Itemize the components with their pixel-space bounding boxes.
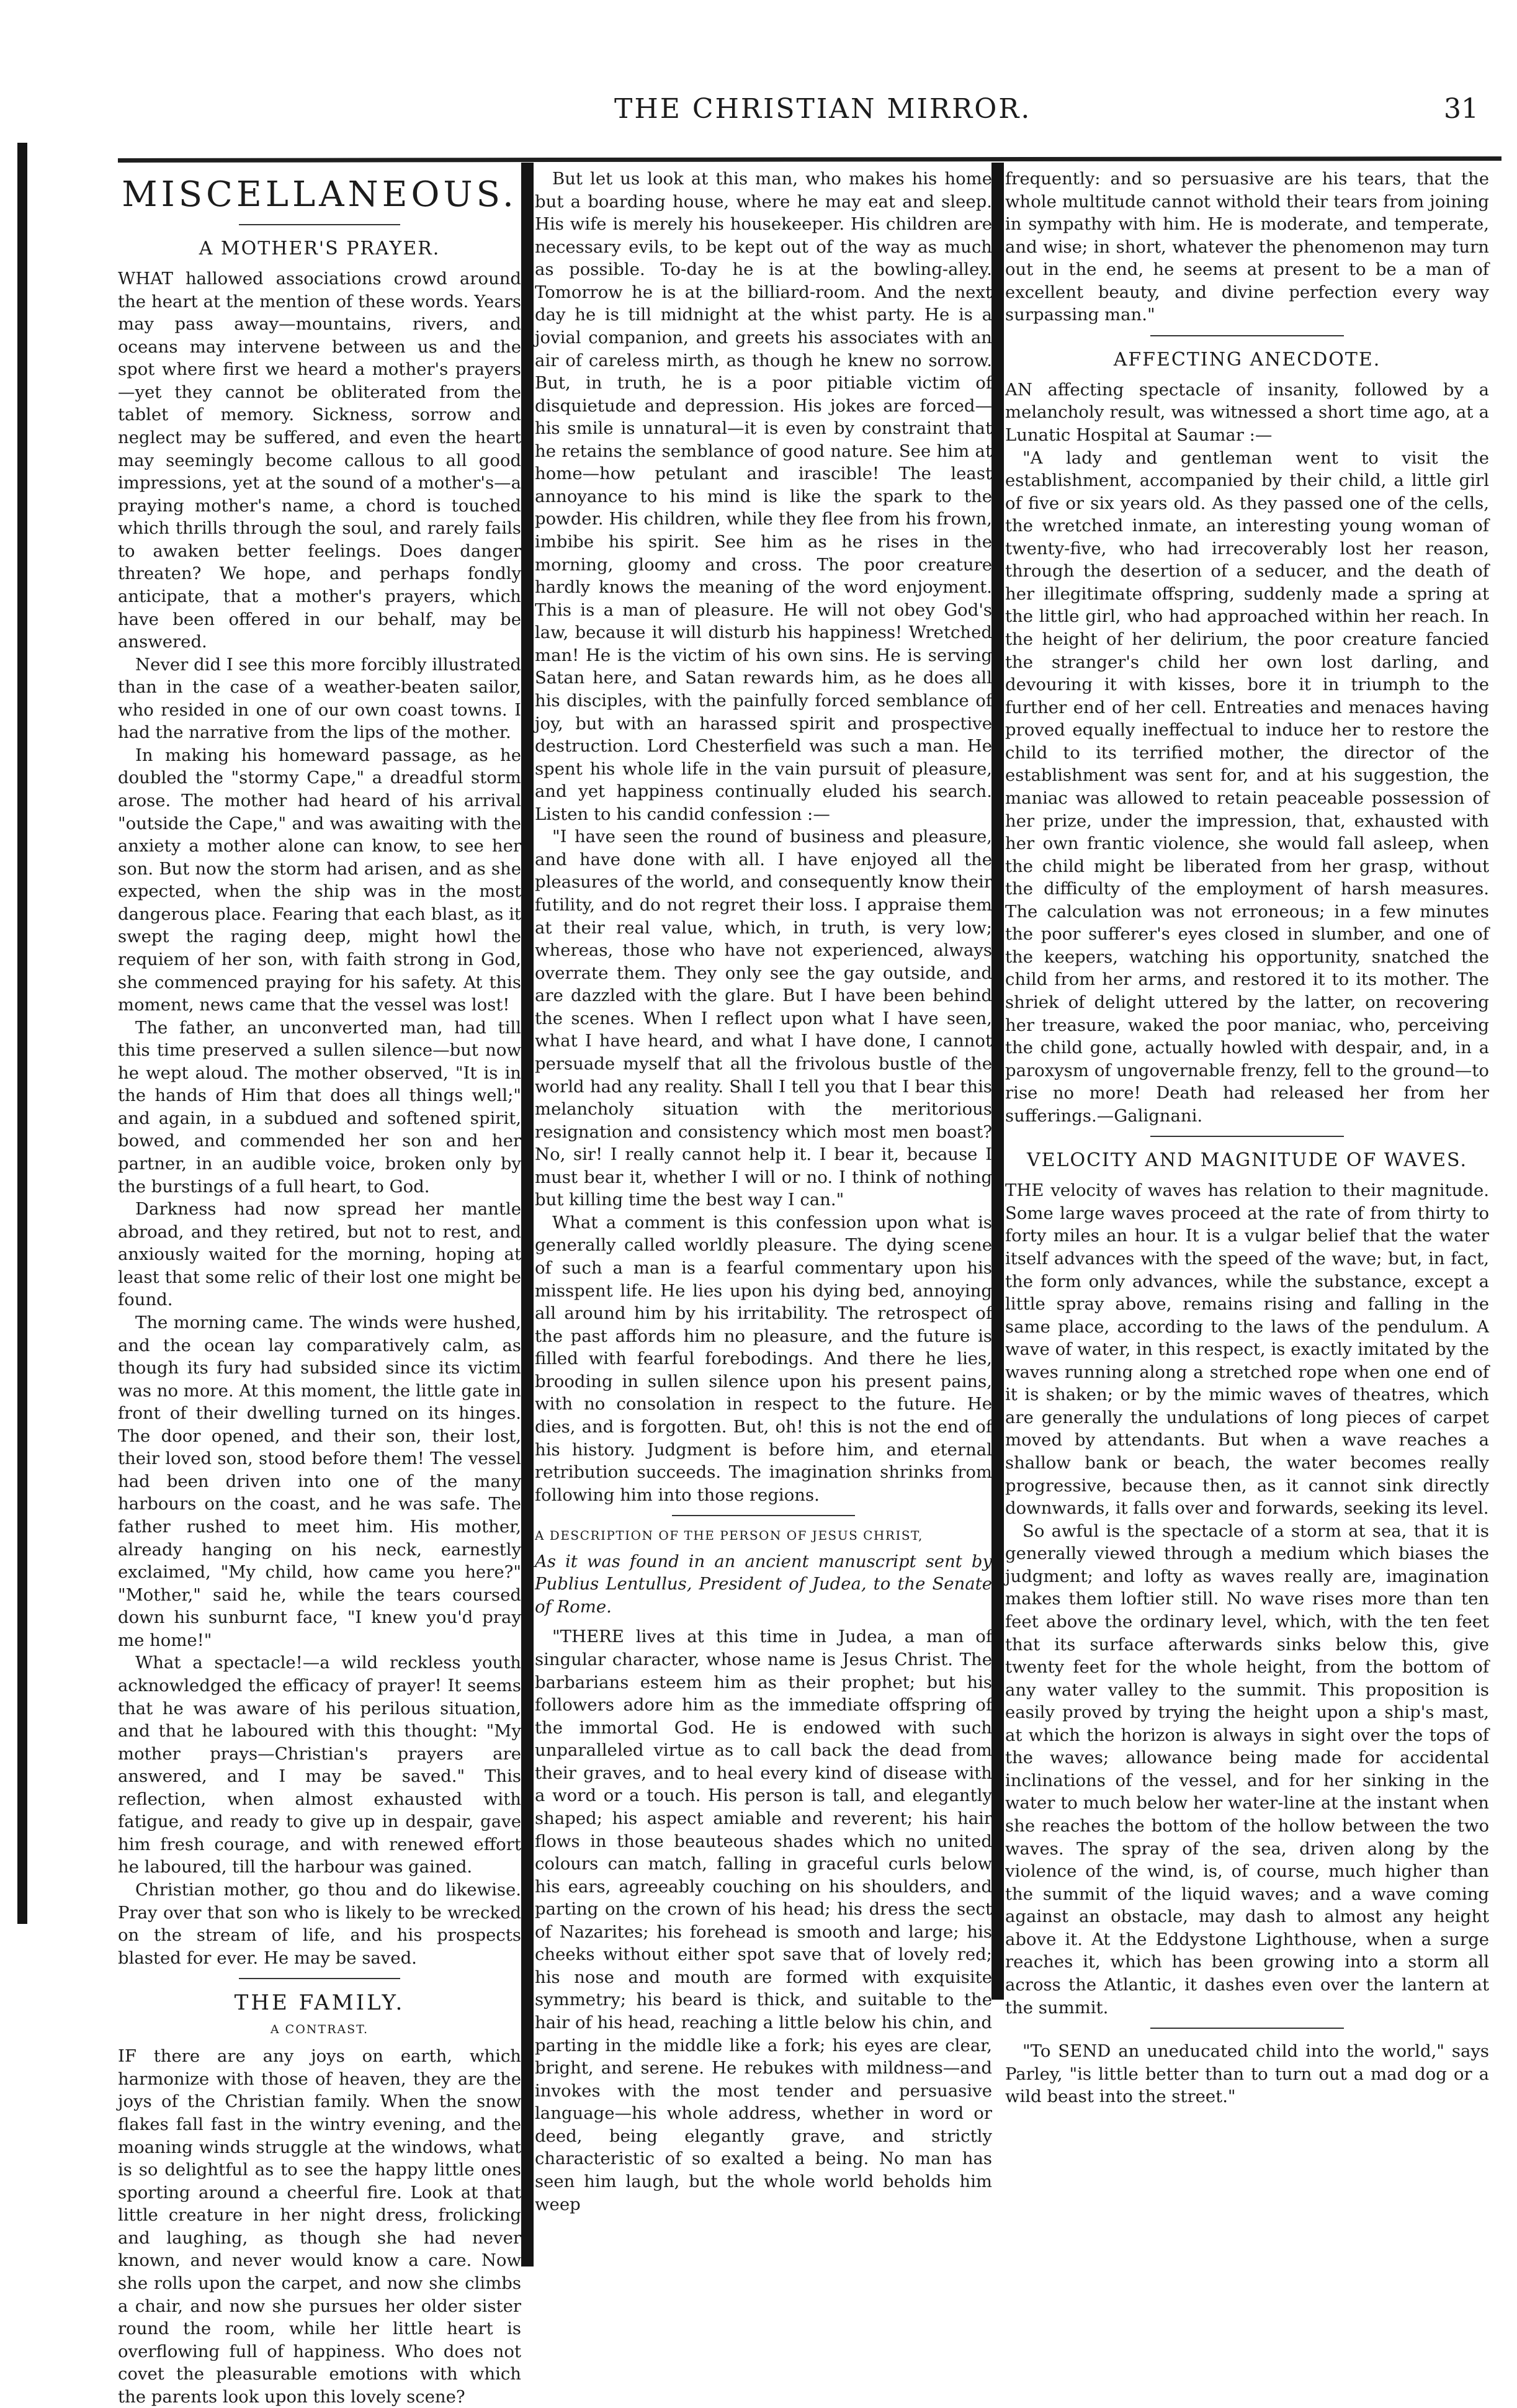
divider <box>1150 2028 1344 2029</box>
article-note: As it was found in an ancient manuscript sent by Publius Lentullus, President of Judea, to the Senate of Rome. <box>535 1551 992 1617</box>
paragraph: AN affecting spectacle of insanity, followed by a melancholy result, was witnessed a short time ago, at a Lunatic Hospital at Saumar :— <box>1005 379 1489 445</box>
article-title: VELOCITY AND MAGNITUDE OF WAVES. <box>1026 1149 1467 1172</box>
column-right <box>1005 168 1489 2107</box>
divider <box>672 1515 855 1516</box>
paragraph: In making his homeward passage, as he doubled the "stormy Cape," a dreadful storm arose. The mother had heard of his arrival "outside the Cape," and was awaiting with the anxiety a mother alone can know, to see her son. But now the storm had arisen, and as she expected, when the ship was in the most dangerous place. Fearing that each blast, as it swept the raging deep, might howl the requiem of her son, with faith strong in God, she commenced praying for his safety. At this moment, news came that the vessel was lost! <box>118 745 521 1015</box>
article-title: AFFECTING ANECDOTE. <box>1113 348 1381 371</box>
paragraph: The father, an unconverted man, had till this time preserved a sullen silence—but now he wept aloud. The mother observed, "It is in the hands of Him that does all things well;" and again, in a subdued and softened spirit, bowed, and commended her son and her partner, in an audible voice, broken only by the burstings of a full heart, to God. <box>118 1017 521 1197</box>
section-title: MISCELLANEOUS. <box>122 174 517 215</box>
paragraph: Christian mother, go thou and do likewise. Pray over that son who is likely to be wrecked on the stream of life, and his prospects blasted for ever. He may be saved. <box>118 1880 521 1968</box>
article-title: A DESCRIPTION OF THE PERSON OF JESUS CHRIST, <box>535 1528 923 1543</box>
paragraph: Darkness had now spread her mantle abroad, and they retired, but not to rest, and anxiously waited for the morning, hoping at least that some relic of their lost one might be found. <box>118 1199 521 1310</box>
page-number: 31 <box>1444 93 1479 125</box>
paragraph: frequently: and so persuasive are his tears, that the whole multitude cannot withold their tears from joining in sympathy with him. He is moderate, and temperate, and wise; in short, whatever the phenomenon may turn out in the end, he seems at present to be a man of excellent beauty, and divine perfection every way surpassing man." <box>1005 169 1489 325</box>
divider <box>239 1978 400 1979</box>
running-head: THE CHRISTIAN MIRROR. <box>614 93 1032 125</box>
paragraph: The morning came. The winds were hushed, and the ocean lay comparatively calm, as though its fury had subsided since its victim was no more. At this moment, the little gate in front of their dwelling turned on its hinges. The door opened, and their son, their lost, their loved son, stood before them! The vessel had been driven into one of the many harbours on the coast, and he was safe. The father rushed to meet him. His mother, already hanging on his neck, earnestly exclaimed, "My child, how came you here?" "Mother," said he, while the tears coursed down his sunburnt face, "I knew you'd pray me home!" <box>118 1312 521 1650</box>
binding-edge <box>17 143 27 1924</box>
paragraph: What a spectacle!—a wild reckless youth acknowledged the efficacy of prayer! It seems that he was aware of his perilous situation, and that he laboured with this thought: "My mother prays—Christian's prayers are answered, and I may be saved." This reflection, when almost exhausted with fatigue, and ready to give up in despair, gave him fresh courage, and with renewed effort he laboured, till the harbour was gained. <box>118 1653 521 1877</box>
paragraph: IF there are any joys on earth, which harmonize with those of heaven, they are the joys of the Christian family. When the snow flakes fall fast in the wintry evening, and the moaning winds struggle at the windows, what is so delightful as to see the happy little ones sporting around a cheerful fire. Look at that little creature in her night dress, frolicking and laughing, as though she had never known, and never would know a care. Now she rolls upon the carpet, and now she climbs a chair, and now she pursues her older sister round the room, while her little heart is overflowing full of happiness. Who does not covet the pleasurable emotions with which the parents look upon this lovely scene? <box>118 2046 521 2407</box>
column-rule <box>521 163 534 2266</box>
paragraph: "A lady and gentleman went to visit the establishment, accompanied by their child, a little girl of five or six years old. As they passed one of the cells, the wretched inmate, an interesting young woman of twenty-five, who had irrecoverably lost her reason, through the desertion of a seducer, and the death of her illegitimate offspring, suddenly made a spring at the little girl, who had approached within her reach. In the height of her delirium, the poor creature fancied the stranger's child her own lost darling, and devouring it with kisses, bore it in triumph to the further end of her cell. Entreaties and menaces having proved equally ineffectual to induce her to restore the child to its terrified mother, the director of the establishment was sent for, and at his suggestion, the maniac was allowed to retain peaceable possession of her prize, under the impression, that, exhausted with her own frantic violence, she would fall asleep, when the child might be liberated from her grasp, without the difficulty of the employment of harsh measures. The calculation was not erroneous; in a few minutes the poor sufferer's eyes closed in slumber, and one of the keepers, watching his opportunity, snatched the child from her arms, and restored it to its mother. The shriek of delight uttered by the latter, on recovering her treasure, waked the poor maniac, who, perceiving the child gone, actually howled with despair, and, in a paroxysm of ungovernable frenzy, fell to the ground—to rise no more! Death had released her from her sufferings.—Galignani. <box>1005 447 1489 1126</box>
column-middle <box>535 168 992 2278</box>
divider <box>1150 1136 1344 1137</box>
divider <box>239 224 400 225</box>
column-rule <box>991 163 1004 2000</box>
article-title: THE FAMILY. <box>234 1990 405 2016</box>
closing-quote: "To SEND an uneducated child into the world," says Parley, "is little better than to turn out a mad dog or a wild beast into the street." <box>1005 2041 1489 2107</box>
divider <box>1150 335 1344 336</box>
paragraph: "THERE lives at this time in Judea, a man of singular character, whose name is Jesus Christ. The barbarians esteem him as their prophet; but his followers adore him as the immediate offspring of the immortal God. He is endowed with such unparalleled virtue as to call back the dead from their graves, and to heal every kind of disease with a word or a touch. His person is tall, and elegantly shaped; his aspect amiable and reverent; his hair flows in those beauteous shades which no united colours can match, falling in graceful curls below his ears, agreeably couching on his shoulders, and parting on the crown of his head; his dress the sect of Nazarites; his forehead is smooth and large; his cheeks without either spot save that of lovely red; his nose and mouth are formed with exquisite symmetry; his beard is thick, and suitable to the hair of his head, reaching a little below his chin, and parting in the middle like a fork; his eyes are clear, bright, and serene. He rebukes with mildness—and invokes with the most tender and persuasive language—his whole address, whether in word or deed, being elegantly grave, and strictly characteristic of so exalted a being. No man has seen him laugh, but the whole world beholds him weep <box>535 1627 992 2214</box>
column-left <box>118 168 521 2407</box>
header-rule <box>118 156 1501 163</box>
paragraph: But let us look at this man, who makes his home but a boarding house, where he may eat and sleep. His wife is merely his housekeeper. His children are necessary evils, to be kept out of the way as much as possible. To-day he is at the bowling-alley. Tomorrow he is at the billiard-room. And the next day he is till midnight at the whist party. He is a jovial companion, and greets his associates with an air of careless mirth, as though he knew no sorrow. But, in truth, he is a poor pitiable victim of disquietude and depression. His jokes are forced—his smile is unnatural—it is even by constraint that he retains the semblance of good nature. See him at home—how petulant and irascible! The least annoyance to his mind is like the spark to the powder. His children, while they flee from his frown, imbibe his spirit. See him as he rises in the morning, gloomy and cross. The poor creature hardly knows the meaning of the word enjoyment. This is a man of pleasure. He will not obey God's law, because it will disturb his happiness! Wretched man! He is the victim of his own sins. He is serving Satan here, and Satan rewards him, as he does all his disciples, with the painfully forced semblance of joy, but with an harassed spirit and prospective destruction. Lord Chesterfield was such a man. He spent his whole life in the vain pursuit of pleasure, and yet happiness continually eluded his search. Listen to his candid confession :— <box>535 169 992 824</box>
paragraph: Never did I see this more forcibly illustrated than in the case of a weather-beaten sailor, who resided in one of our own coast towns. I had the narrative from the lips of the mother. <box>118 654 521 743</box>
paragraph: What a comment is this confession upon what is generally called worldly pleasure. The dying scene of such a man is a fearful commentary upon his misspent life. He lies upon his dying bed, annoying all around him by his irritability. The retrospect of the past affords him no pleasure, and the future is filled with fearful forebodings. And there he lies, brooding in sullen silence upon his present pains, with no consolation in respect to the future. He dies, and is forgotten. But, oh! this is not the end of his history. Judgment is before him, and eternal retribution succeeds. The imagination shrinks from following him into those regions. <box>535 1212 992 1505</box>
paragraph: WHAT hallowed associations crowd around the heart at the mention of these words. Years may pass away—mountains, rivers, and oceans may intervene between us and the spot where first we heard a mother's prayers—yet they cannot be obliterated from the tablet of memory. Sickness, sorrow and neglect may be suffered, and even the heart may seemingly become callous to all good impressions, yet at the sound of a mother's—a praying mother's name, a chord is touched which thrills through the soul, and rarely fails to awaken better feelings. Does danger threaten? We hope, and perhaps fondly anticipate, that a mother's prayers, which have been offered in our behalf, may be answered. <box>118 269 521 652</box>
article-body <box>118 267 521 1969</box>
paragraph: "I have seen the round of business and pleasure, and have done with all. I have enjoyed all the pleasures of the world, and consequently know their futility, and do not regret their loss. I appraise them at their real value, which, in truth, is very low; whereas, those who have not experienced, always overrate them. They only see the gay outside, and are dazzled with the glare. But I have been behind the scenes. When I reflect upon what I have seen, what I have heard, and what I have done, I cannot persuade myself that all the frivolous bustle of the world had any reality. Shall I tell you that I bear this melancholy situation with the meritorious resignation and consistency which most men boast? No, sir! I really cannot help it. I bear it, because I must bear it, whether I will or no. I think of nothing but killing time the best way I can." <box>535 827 992 1210</box>
paragraph: So awful is the spectacle of a storm at sea, that it is generally viewed through a medium which biases the judgment; and lofty as waves really are, imagination makes them loftier still. No wave rises more than ten feet above the ordinary level, which, with the ten feet that its surface afterwards sinks below this, give twenty feet for the whole height, from the bottom of any water valley to the summit. This proposition is easily proved by trying the height upon a ship's mast, at which the horizon is always in sight over the tops of the waves; allowance being made for accidental inclinations of the vessel, and for her sinking in the water to much below her water-line at the instant when she reaches the bottom of the hollow between the two waves. The spray of the sea, driven along by the violence of the wind, is, of course, much higher than the summit of the liquid waves; and a wave coming against an obstacle, may dash to almost any height above it. At the Eddystone Lighthouse, when a surge reaches it, which has been growing into a storm all across the Atlantic, it dashes even over the lantern at the summit. <box>1005 1521 1489 2018</box>
paragraph: THE velocity of waves has relation to their magnitude. Some large waves proceed at the rate of from thirty to forty miles an hour. It is a vulgar belief that the water itself advances with the speed of the wave; but, in fact, the form only advances, while the substance, except a little spray above, remains rising and falling in the same place, according to the laws of the pendulum. A wave of water, in this respect, is exactly imitated by the waves running along a stretched rope when one end of it is shaken; or by the mimic waves of theatres, which are generally the undulations of long pieces of carpet moved by attendants. But when a wave reaches a shallow bank or beach, the water becomes really progressive, because then, as it cannot sink directly downwards, it falls over and forwards, seeking its level. <box>1005 1180 1489 1519</box>
article-title: A MOTHER'S PRAYER. <box>199 238 441 260</box>
article-subtitle: A CONTRAST. <box>270 2023 369 2037</box>
